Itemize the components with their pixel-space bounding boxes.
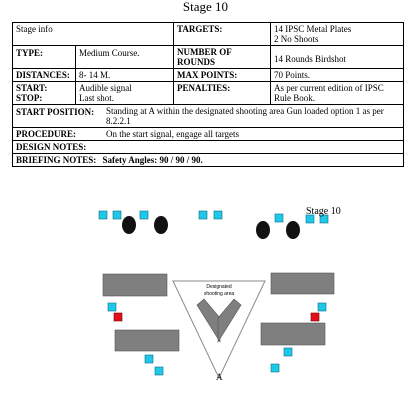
start-position-value: Standing at A within the designated shooting area Gun loaded option 1 as per 8.2.2.1 — [106, 106, 384, 126]
top-right-target-group — [256, 214, 328, 239]
stage-label: Stage 10 — [306, 206, 341, 217]
procedure-label: PROCEDURE: — [16, 129, 76, 139]
targets-value-plates: 14 IPSC Metal Plates — [274, 24, 352, 34]
barrel — [256, 221, 270, 239]
max-points-value: 70 Points. — [271, 69, 404, 82]
stop-label: STOP: — [16, 93, 43, 103]
metal-plate — [145, 355, 153, 363]
start-position-row — [13, 105, 404, 128]
max-points-label: MAX POINTS: — [174, 69, 271, 82]
wall-right-lower — [261, 323, 325, 345]
metal-plate — [113, 211, 121, 219]
metal-plate — [155, 367, 163, 375]
metal-plate — [199, 211, 207, 219]
distances-value: 8- 14 M. — [76, 69, 174, 82]
stage-info-table — [12, 22, 404, 167]
barrel — [154, 216, 168, 234]
metal-plate — [275, 214, 283, 222]
type-value: Medium Course. — [76, 46, 174, 69]
stage-info-header: Stage info — [13, 23, 174, 46]
top-left-target-group — [99, 211, 168, 234]
targets-label: TARGETS: — [174, 23, 271, 46]
stop-value: Last shot. — [79, 93, 114, 103]
procedure-value: On the start signal, engage all targets — [106, 129, 240, 139]
metal-plate — [214, 211, 222, 219]
design-notes-row — [13, 141, 404, 154]
barrel — [122, 216, 136, 234]
wall-left-upper — [103, 274, 167, 296]
targets-value — [271, 23, 404, 46]
rounds-label: NUMBER OF ROUNDS — [174, 46, 271, 69]
start-position-label: START POSITION: — [16, 107, 95, 117]
penalties-label: PENALTIES: — [174, 82, 271, 105]
metal-plate — [271, 364, 279, 372]
procedure-row — [13, 128, 404, 141]
position-a-label: A — [216, 372, 223, 382]
metal-plate — [108, 303, 116, 311]
page-title: Stage 10 — [182, 0, 229, 14]
no-shoot-target — [311, 313, 319, 321]
metal-plate — [284, 348, 292, 356]
area-label-line-1: Designated — [206, 284, 232, 290]
penalties-value: As per current edition of IPSC Rule Book. — [271, 82, 404, 105]
start-label: START: — [16, 83, 48, 93]
metal-plate — [140, 211, 148, 219]
rounds-value — [271, 46, 404, 69]
briefing-notes-row — [13, 154, 404, 167]
top-center-target-group — [199, 211, 222, 219]
rounds-value-text: 14 Rounds Birdshot — [274, 54, 347, 64]
start-stop-labels — [13, 82, 76, 105]
wall-left-lower — [115, 330, 179, 351]
start-stop-values — [76, 82, 174, 105]
barrel — [286, 221, 300, 239]
start-value: Audible signal — [79, 83, 132, 93]
distances-label: DISTANCES: — [13, 69, 76, 82]
type-label: TYPE: — [13, 46, 76, 69]
targets-value-no-shoots: 2 No Shoots — [274, 34, 319, 44]
stage-diagram — [0, 202, 411, 400]
metal-plate — [318, 303, 326, 311]
wall-right-upper — [271, 273, 334, 294]
metal-plate — [99, 211, 107, 219]
briefing-notes-label: BRIEFING NOTES: — [16, 155, 97, 165]
area-label-line-2: shooting area — [203, 291, 235, 297]
briefing-notes-value: Safety Angles: 90 / 90 / 90. — [102, 155, 203, 165]
design-notes-label: DESIGN NOTES: — [16, 142, 87, 152]
no-shoot-target — [114, 313, 122, 321]
